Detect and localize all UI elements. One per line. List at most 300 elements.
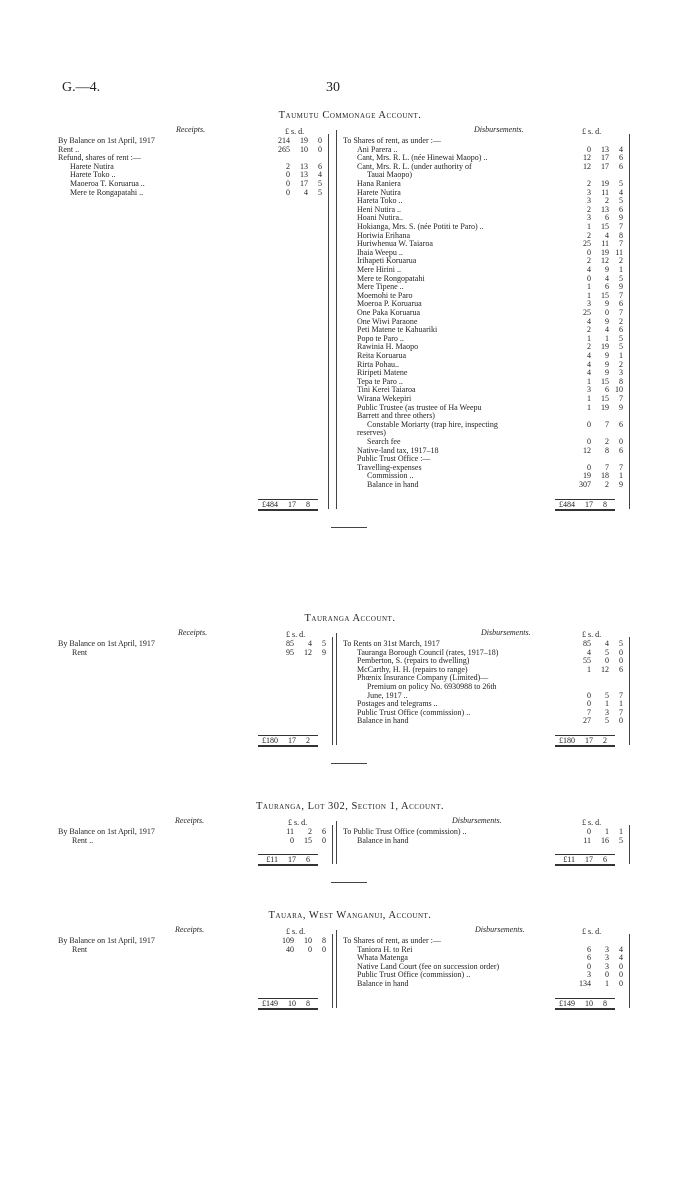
- currency-heading-receipts: £ s. d.: [285, 127, 305, 136]
- amount-pounds: 1: [587, 394, 591, 403]
- amount-pounds: 6: [587, 944, 591, 954]
- amount-pence: 3: [619, 368, 623, 378]
- amount-pence: 6: [619, 419, 623, 429]
- amount-pence: 8: [322, 936, 326, 945]
- amount-pence: 6: [619, 299, 623, 309]
- amount-pence: 0: [619, 656, 623, 666]
- receipt-label: Rent: [72, 647, 88, 657]
- amount-pence: 7: [619, 690, 623, 700]
- amount-shillings: 0: [605, 970, 609, 980]
- amount-pounds: 1: [587, 402, 591, 412]
- disbursement-label: Horiwia Erihana: [357, 230, 411, 240]
- amount-pounds: 85: [583, 639, 591, 648]
- amount-pence: 0: [619, 716, 623, 726]
- amount-shillings: 7: [605, 462, 609, 472]
- amount-shillings: 12: [601, 256, 609, 266]
- amount-shillings: 12: [601, 664, 609, 674]
- amount-pence: 6: [619, 204, 623, 214]
- amount-pounds: 0: [587, 690, 591, 700]
- amount-pounds: 3: [587, 970, 591, 980]
- disbursement-label: Harete Nutira: [357, 187, 401, 197]
- total-pounds: £11: [563, 855, 575, 865]
- amount-column-rule: [629, 637, 630, 745]
- amount-shillings: 5: [605, 647, 609, 657]
- amount-pounds: 0: [587, 273, 591, 283]
- total-shillings: 17: [585, 736, 593, 745]
- disbursement-label: To Shares of rent, as under :—: [343, 936, 441, 945]
- amount-shillings: 4: [605, 273, 609, 283]
- amount-pounds: 2: [587, 179, 591, 188]
- amount-pence: 9: [619, 282, 623, 292]
- amount-pounds: 3: [587, 299, 591, 309]
- total-pounds: £180: [559, 736, 575, 745]
- disbursement-label: Public Trust Office (commission) ..: [357, 707, 471, 717]
- amount-shillings: 9: [605, 359, 609, 369]
- amount-pence: 9: [619, 402, 623, 412]
- amount-shillings: 2: [605, 480, 609, 489]
- amount-pence: 8: [619, 376, 623, 386]
- amount-pounds: 0: [286, 187, 290, 197]
- disbursement-label: Search fee: [367, 437, 401, 446]
- receipt-label: Maoeroa T. Koruarua ..: [70, 179, 145, 188]
- total-pounds: £149: [262, 998, 278, 1008]
- disbursement-label: Mere Hirini ..: [357, 265, 401, 274]
- disbursement-label: Hoani Nutira..: [357, 213, 403, 223]
- amount-pounds: 1: [587, 376, 591, 386]
- account-title: Tauranga, Lot 302, Section 1, Account.: [255, 801, 445, 812]
- receipts-heading: Receipts.: [176, 125, 206, 134]
- amount-pence: 1: [619, 699, 623, 709]
- amount-shillings: 17: [601, 161, 609, 171]
- receipts-total: [258, 499, 318, 511]
- amount-pounds: 3: [587, 385, 591, 395]
- amount-shillings: 3: [605, 944, 609, 954]
- amount-pence: 6: [619, 664, 623, 674]
- amount-pounds: 1: [587, 333, 591, 343]
- amount-pence: 5: [318, 179, 322, 188]
- total-pence: 2: [603, 736, 607, 745]
- amount-pounds: 0: [587, 437, 591, 446]
- amount-pounds: 25: [583, 239, 591, 249]
- receipts-heading: Receipts.: [175, 816, 205, 825]
- amount-pence: 4: [619, 953, 623, 963]
- amount-pounds: 1: [587, 290, 591, 300]
- amount-pounds: 1: [587, 664, 591, 674]
- amount-pence: 7: [619, 394, 623, 403]
- disbursement-label: Constable Moriarty (trap hire, inspecting: [367, 419, 498, 429]
- amount-shillings: 4: [304, 187, 308, 197]
- disbursement-label: Premium on policy No. 6930988 to 26th: [367, 682, 497, 691]
- amount-pence: 10: [615, 385, 623, 395]
- disbursement-label: Barrett and three others): [357, 411, 435, 421]
- amount-shillings: 1: [605, 827, 609, 836]
- amount-pounds: 3: [587, 213, 591, 223]
- amount-column-rule: [328, 134, 329, 509]
- disbursements-heading: Disbursements.: [481, 628, 531, 637]
- amount-shillings: 13: [300, 170, 308, 180]
- amount-pence: 7: [619, 290, 623, 300]
- amount-shillings: 2: [605, 196, 609, 206]
- amount-pence: 5: [322, 639, 326, 648]
- amount-pence: 4: [619, 944, 623, 954]
- page-number: 30: [326, 80, 340, 95]
- total-pounds: £11: [266, 855, 278, 865]
- disbursement-label: Tepa te Paro ..: [357, 376, 403, 386]
- disbursement-label: Commission ..: [367, 471, 414, 481]
- disbursements-heading: Disbursements.: [474, 125, 524, 134]
- disbursement-label: Pemberton, S. (repairs to dwelling): [357, 656, 470, 666]
- amount-pence: 4: [619, 187, 623, 197]
- amount-pence: 5: [619, 333, 623, 343]
- amount-shillings: 17: [300, 179, 308, 188]
- amount-pounds: 0: [587, 827, 591, 836]
- receipts-total: [258, 735, 318, 747]
- receipts-total: [258, 854, 318, 866]
- amount-pounds: 0: [286, 170, 290, 180]
- amount-shillings: 4: [605, 230, 609, 240]
- disbursement-label: Phœnix Insurance Company (Limited)—: [357, 673, 489, 683]
- disbursement-label: To Rents on 31st March, 1917: [343, 639, 440, 648]
- amount-pounds: 0: [587, 247, 591, 257]
- receipts-heading: Receipts.: [175, 925, 205, 934]
- disbursements-heading: Disbursements.: [475, 925, 525, 934]
- amount-pence: 6: [318, 161, 322, 171]
- amount-shillings: 4: [308, 639, 312, 648]
- amount-pence: 5: [619, 273, 623, 283]
- disbursement-label: Reita Koruarua: [357, 351, 407, 360]
- amount-pounds: 27: [583, 716, 591, 726]
- disbursement-label: Riripeti Matene: [357, 368, 408, 378]
- disbursement-label: Peti Matene te Kahuariki: [357, 325, 438, 335]
- total-shillings: 17: [288, 736, 296, 745]
- disbursement-label: Moemohi te Paro: [357, 290, 413, 300]
- amount-shillings: 5: [605, 690, 609, 700]
- amount-shillings: 6: [605, 213, 609, 223]
- amount-shillings: 1: [605, 979, 609, 988]
- amount-pence: 9: [619, 480, 623, 489]
- total-shillings: 17: [288, 855, 296, 865]
- disbursement-label: Public Trust Office (commission) ..: [357, 970, 471, 980]
- receipt-label: By Balance on 1st April, 1917: [58, 136, 155, 145]
- amount-pence: 1: [619, 827, 623, 836]
- amount-pence: 0: [619, 437, 623, 446]
- disbursement-label: Travelling-expenses: [357, 462, 422, 472]
- disbursement-label: McCarthy, H. H. (repairs to range): [357, 664, 468, 674]
- amount-pounds: 6: [587, 953, 591, 963]
- currency-heading-receipts: £ s. d.: [288, 818, 308, 827]
- amount-shillings: 9: [605, 368, 609, 378]
- disbursement-label: Cant, Mrs. R. L. (née Hinewai Maopo) ..: [357, 153, 488, 163]
- amount-shillings: 13: [601, 204, 609, 214]
- amount-pence: 1: [619, 471, 623, 481]
- amount-shillings: 13: [601, 144, 609, 154]
- amount-pence: 9: [322, 647, 326, 657]
- amount-pence: 0: [322, 944, 326, 954]
- total-pence: 6: [306, 855, 310, 865]
- amount-pounds: 4: [587, 368, 591, 378]
- disbursement-label: Rirta Pohau..: [357, 359, 399, 369]
- amount-pounds: 4: [587, 351, 591, 360]
- disbursement-label: Mere te Rongopatahi: [357, 273, 425, 283]
- amount-pounds: 3: [587, 196, 591, 206]
- amount-shillings: 5: [605, 716, 609, 726]
- amount-pence: 6: [322, 827, 326, 836]
- amount-pounds: 0: [587, 462, 591, 472]
- amount-shillings: 1: [605, 333, 609, 343]
- amount-shillings: 19: [601, 247, 609, 257]
- disbursement-label: Huriwhenua W. Taiaroa: [357, 239, 433, 249]
- amount-pence: 6: [619, 445, 623, 455]
- amount-shillings: 15: [601, 290, 609, 300]
- amount-pounds: 85: [286, 639, 294, 648]
- disbursement-label: Native-land tax, 1917–18: [357, 445, 439, 455]
- receipt-label: Rent: [72, 944, 88, 954]
- amount-shillings: 9: [605, 299, 609, 309]
- amount-shillings: 19: [601, 179, 609, 188]
- amount-pounds: 2: [587, 204, 591, 214]
- amount-pence: 7: [619, 462, 623, 472]
- amount-shillings: 12: [304, 647, 312, 657]
- disbursement-label: Postages and telegrams ..: [357, 699, 438, 709]
- disbursement-label: Hareta Toko ..: [357, 196, 403, 206]
- amount-pounds: 134: [579, 979, 591, 988]
- amount-shillings: 4: [605, 325, 609, 335]
- currency-heading-disbursements: £ s. d.: [582, 927, 602, 936]
- amount-shillings: 7: [605, 419, 609, 429]
- disbursement-label: Balance in hand: [357, 716, 409, 726]
- amount-shillings: 3: [605, 707, 609, 717]
- total-shillings: 17: [585, 499, 593, 509]
- amount-pounds: 11: [286, 827, 294, 836]
- disbursement-label: Balance in hand: [357, 979, 409, 988]
- disbursements-total: [555, 499, 615, 511]
- amount-pence: 1: [619, 265, 623, 274]
- amount-pounds: 12: [583, 445, 591, 455]
- receipt-label: Refund, shares of rent :—: [58, 153, 141, 163]
- amount-pence: 0: [619, 979, 623, 988]
- total-pence: 8: [603, 998, 607, 1008]
- disbursement-label: Tauranga Borough Council (rates, 1917–18): [357, 647, 499, 657]
- disbursement-label: One Paka Koruarua: [357, 308, 421, 317]
- amount-pounds: 12: [583, 153, 591, 163]
- account-title: Tauara, West Wanganui, Account.: [268, 910, 432, 921]
- amount-pounds: 95: [286, 647, 294, 657]
- amount-pence: 4: [318, 170, 322, 180]
- disbursement-label: To Shares of rent, as under :—: [343, 136, 441, 145]
- column-divider: [336, 130, 337, 509]
- amount-shillings: 9: [605, 351, 609, 360]
- disbursement-label: To Public Trust Office (commission) ..: [343, 827, 467, 836]
- column-divider: [336, 821, 337, 864]
- amount-pence: 5: [619, 342, 623, 352]
- amount-shillings: 0: [605, 308, 609, 317]
- amount-pence: 8: [619, 230, 623, 240]
- amount-shillings: 8: [605, 445, 609, 455]
- amount-shillings: 18: [601, 471, 609, 481]
- amount-pounds: 0: [587, 699, 591, 709]
- disbursement-label: Taniora H. to Rei: [357, 944, 413, 954]
- amount-column-rule: [629, 934, 630, 1008]
- account-title: Tauranga Account.: [304, 613, 396, 624]
- amount-pounds: 2: [587, 342, 591, 352]
- amount-pounds: 12: [583, 161, 591, 171]
- disbursement-label: Balance in hand: [367, 480, 419, 489]
- amount-pence: 4: [619, 144, 623, 154]
- amount-pence: 2: [619, 256, 623, 266]
- currency-heading-disbursements: £ s. d.: [582, 818, 602, 827]
- amount-shillings: 15: [601, 376, 609, 386]
- column-divider: [336, 930, 337, 1008]
- amount-pounds: 0: [587, 961, 591, 971]
- disbursement-label: reserves): [357, 428, 386, 438]
- amount-shillings: 1: [605, 699, 609, 709]
- amount-pence: 6: [619, 153, 623, 163]
- amount-shillings: 13: [300, 161, 308, 171]
- amount-pence: 6: [619, 161, 623, 171]
- disbursement-label: Whata Matenga: [357, 953, 408, 963]
- section-separator: [331, 763, 367, 764]
- amount-pounds: 11: [583, 835, 591, 845]
- currency-heading-disbursements: £ s. d.: [582, 630, 602, 639]
- disbursement-label: Ani Parera ..: [357, 144, 398, 154]
- amount-column-rule: [332, 934, 333, 1008]
- amount-pence: 7: [619, 239, 623, 249]
- disbursements-total: [555, 735, 615, 747]
- amount-pence: 0: [619, 970, 623, 980]
- amount-shillings: 16: [601, 835, 609, 845]
- total-shillings: 10: [585, 998, 593, 1008]
- amount-shillings: 10: [304, 936, 312, 945]
- amount-pence: 9: [619, 213, 623, 223]
- amount-shillings: 3: [605, 961, 609, 971]
- amount-shillings: 17: [601, 153, 609, 163]
- receipt-label: Rent ..: [58, 144, 80, 154]
- disbursement-label: Ihaia Weepu ..: [357, 247, 403, 257]
- amount-pence: 5: [619, 179, 623, 188]
- receipt-label: By Balance on 1st April, 1917: [58, 936, 155, 945]
- amount-shillings: 9: [605, 316, 609, 326]
- amount-pounds: 40: [286, 944, 294, 954]
- receipts-total: [258, 998, 318, 1010]
- disbursement-label: Balance in hand: [357, 835, 409, 845]
- amount-pounds: 55: [583, 656, 591, 666]
- total-pence: 2: [306, 736, 310, 745]
- currency-heading-disbursements: £ s. d.: [582, 127, 602, 136]
- amount-shillings: 9: [605, 265, 609, 274]
- amount-pounds: 1: [587, 222, 591, 231]
- disbursement-label: Hana Raniera: [357, 179, 401, 188]
- amount-pounds: 2: [286, 161, 290, 171]
- amount-pounds: 2: [587, 325, 591, 335]
- amount-pounds: 7: [587, 707, 591, 717]
- amount-pounds: 2: [587, 256, 591, 266]
- section-separator: [331, 882, 367, 883]
- amount-pence: 7: [619, 222, 623, 231]
- amount-shillings: 6: [605, 282, 609, 292]
- currency-heading-receipts: £ s. d.: [286, 927, 306, 936]
- amount-shillings: 15: [601, 222, 609, 231]
- disbursement-label: Native Land Court (fee on succession order): [357, 961, 500, 971]
- amount-shillings: 11: [601, 187, 609, 197]
- total-shillings: 17: [585, 855, 593, 865]
- currency-heading-receipts: £ s. d.: [286, 630, 306, 639]
- amount-pounds: 3: [587, 187, 591, 197]
- amount-pence: 5: [619, 639, 623, 648]
- amount-shillings: 2: [605, 437, 609, 446]
- disbursement-label: Cant, Mrs. R. L. (under authority of: [357, 161, 472, 171]
- receipt-label: Harete Toko ..: [70, 170, 116, 180]
- amount-pence: 7: [619, 707, 623, 717]
- amount-pence: 5: [619, 196, 623, 206]
- section-separator: [331, 527, 367, 528]
- amount-pounds: 25: [583, 308, 591, 317]
- disbursement-label: Rawinia H. Maopo: [357, 342, 419, 352]
- disbursement-label: Hokianga, Mrs. S. (née Potiti te Paro) ..: [357, 222, 484, 231]
- amount-pence: 7: [619, 308, 623, 317]
- amount-shillings: 6: [605, 385, 609, 395]
- disbursement-label: Wirana Wekepiri: [357, 394, 412, 403]
- amount-pounds: 4: [587, 265, 591, 274]
- amount-pounds: 4: [587, 359, 591, 369]
- amount-pence: 5: [318, 187, 322, 197]
- amount-pence: 2: [619, 316, 623, 326]
- total-pounds: £484: [559, 499, 575, 509]
- amount-pounds: 1: [587, 282, 591, 292]
- disbursement-label: Public Trust Office :—: [357, 454, 431, 464]
- disbursement-label: One Wiwi Paraone: [357, 316, 418, 326]
- total-shillings: 10: [288, 998, 296, 1008]
- total-pounds: £149: [559, 998, 575, 1008]
- disbursement-label: Mere Tipene ..: [357, 282, 404, 292]
- total-pence: 8: [306, 998, 310, 1008]
- amount-pounds: 214: [278, 136, 290, 145]
- amount-pence: 0: [318, 144, 322, 154]
- receipt-label: Rent ..: [72, 835, 94, 845]
- disbursements-total: [555, 854, 615, 866]
- disbursement-label: Public Trustee (as trustee of Ha Weepu: [357, 402, 482, 412]
- receipt-label: Mere te Rongapatahi ..: [70, 187, 144, 197]
- disbursement-label: Moeroa P. Koruarua: [357, 299, 422, 309]
- amount-pence: 6: [619, 325, 623, 335]
- receipts-heading: Receipts.: [178, 628, 208, 637]
- total-pounds: £484: [262, 499, 278, 509]
- amount-pounds: 0: [587, 419, 591, 429]
- amount-pence: 0: [619, 961, 623, 971]
- amount-shillings: 0: [308, 944, 312, 954]
- amount-pounds: 19: [583, 471, 591, 481]
- disbursement-label: Popo te Paro ..: [357, 333, 404, 343]
- amount-pence: 0: [322, 835, 326, 845]
- amount-pounds: 0: [286, 179, 290, 188]
- amount-pence: 0: [318, 136, 322, 145]
- amount-shillings: 11: [601, 239, 609, 249]
- total-pence: 8: [306, 499, 310, 509]
- disbursements-heading: Disbursements.: [452, 816, 502, 825]
- amount-shillings: 3: [605, 953, 609, 963]
- amount-shillings: 10: [300, 144, 308, 154]
- amount-shillings: 2: [308, 827, 312, 836]
- amount-pounds: 4: [587, 647, 591, 657]
- amount-shillings: 0: [605, 656, 609, 666]
- amount-pence: 11: [615, 247, 623, 257]
- amount-pounds: 307: [579, 480, 591, 489]
- receipt-label: By Balance on 1st April, 1917: [58, 827, 155, 836]
- amount-shillings: 19: [601, 402, 609, 412]
- disbursement-label: Tini Kerei Taiaroa: [357, 385, 416, 395]
- total-pence: 6: [603, 855, 607, 865]
- amount-pence: 2: [619, 359, 623, 369]
- total-pounds: £180: [262, 736, 278, 745]
